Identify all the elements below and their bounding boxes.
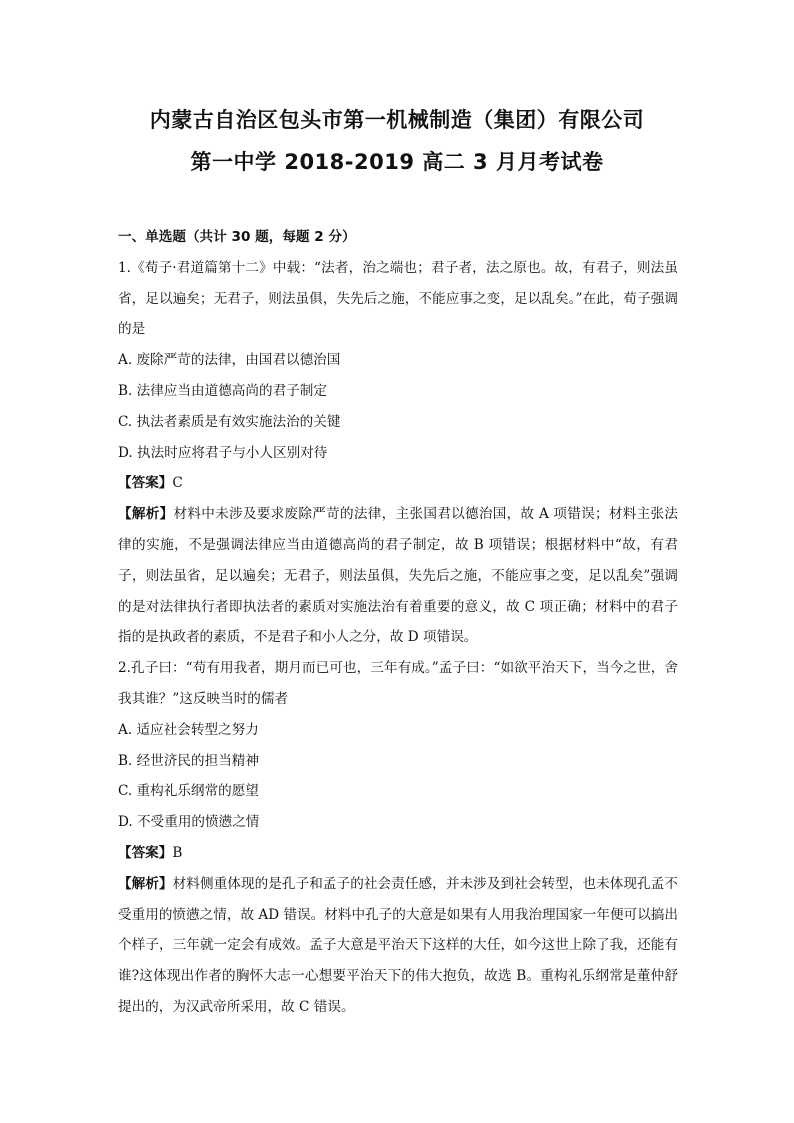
exam-body	[118, 222, 678, 1023]
option-a: A. 废除严苛的法律，由国君以德治国	[118, 352, 341, 369]
answer-line	[118, 468, 678, 499]
analysis-paragraph	[118, 869, 678, 1023]
option-c: C. 执法者素质是有效实施法治的关键	[118, 413, 341, 430]
answer-value: B	[172, 844, 183, 861]
analysis-text: 材料侧重体现的是孔子和孟子的社会责任感，并未涉及到社会转型，也未体现孔孟不受重用的愤懑之情，故 AD 错误。材料中孔子的大意是如果有人用我治理国家一年便可以搞出个样子，三年就一定会有成效。孟子大意是平治天下这样的大任，如今这世上除了我，还能有谁?这体现出作者的胸怀大志一心想要平治天下的伟大抱负，故选 B。重构礼乐纲常是董仲舒提出的，为汉武帝所采用，故 C 错误。	[118, 875, 678, 1015]
option-b: B. 经世济民的担当精神	[118, 752, 259, 769]
option-d: D. 执法时应将君子与小人区别对待	[118, 444, 328, 461]
analysis-text: 材料中未涉及要求废除严苛的法律，主张国君以德治国，故 A 项错误；材料主张法律的实施，不是强调法律应当由道德高尚的君子制定，故 B 项错误；根据材料中“故，有君子，则法虽省，足以遍矣；无君子，则法虽俱，失先后之施，不能应事之变，足以乱矣”强调的是对法律执行者即执法者的素质对实施法治有着重要的意义，故 C 项正确；材料中的君子指的是执政者的素质，不是君子和小人之分，故 D 项错误。	[118, 506, 678, 646]
answer-line	[118, 838, 678, 869]
answer-value: C	[172, 475, 183, 492]
exam-title-line2: 第一中学 2018-2019 高二 3 月月考试卷	[190, 150, 604, 174]
option-a: A. 适应社会转型之努力	[118, 721, 259, 738]
section-heading: 一、单选题（共计 30 题，每题 2 分）	[118, 229, 356, 245]
answer-tag: 【答案】	[118, 844, 173, 861]
option-b: B. 法律应当由道德高尚的君子制定	[118, 382, 327, 399]
analysis-tag: 【解析】	[118, 506, 174, 523]
question-stem: 2.孔子曰：“苟有用我者，期月而已可也，三年有成。”孟子曰：“如欲平治天下，当今之世，舍我其谁？”这反映当时的儒者	[118, 660, 678, 707]
analysis-tag: 【解析】	[118, 875, 173, 892]
exam-title-line1: 内蒙古自治区包头市第一机械制造（集团）有限公司	[149, 108, 645, 132]
option-c: C. 重构礼乐纲常的愿望	[118, 783, 259, 800]
answer-tag: 【答案】	[118, 475, 173, 492]
analysis-paragraph	[118, 499, 678, 653]
question-stem: 1.《荀子·君道篇第十二》中载：“法者，治之端也；君子者，法之原也。故，有君子，则法虽省，足以遍矣；无君子，则法虽俱，失先后之施，不能应事之变，足以乱矣。”在此，荀子强调的是	[118, 259, 678, 338]
option-d: D. 不受重用的愤懑之情	[118, 814, 260, 831]
